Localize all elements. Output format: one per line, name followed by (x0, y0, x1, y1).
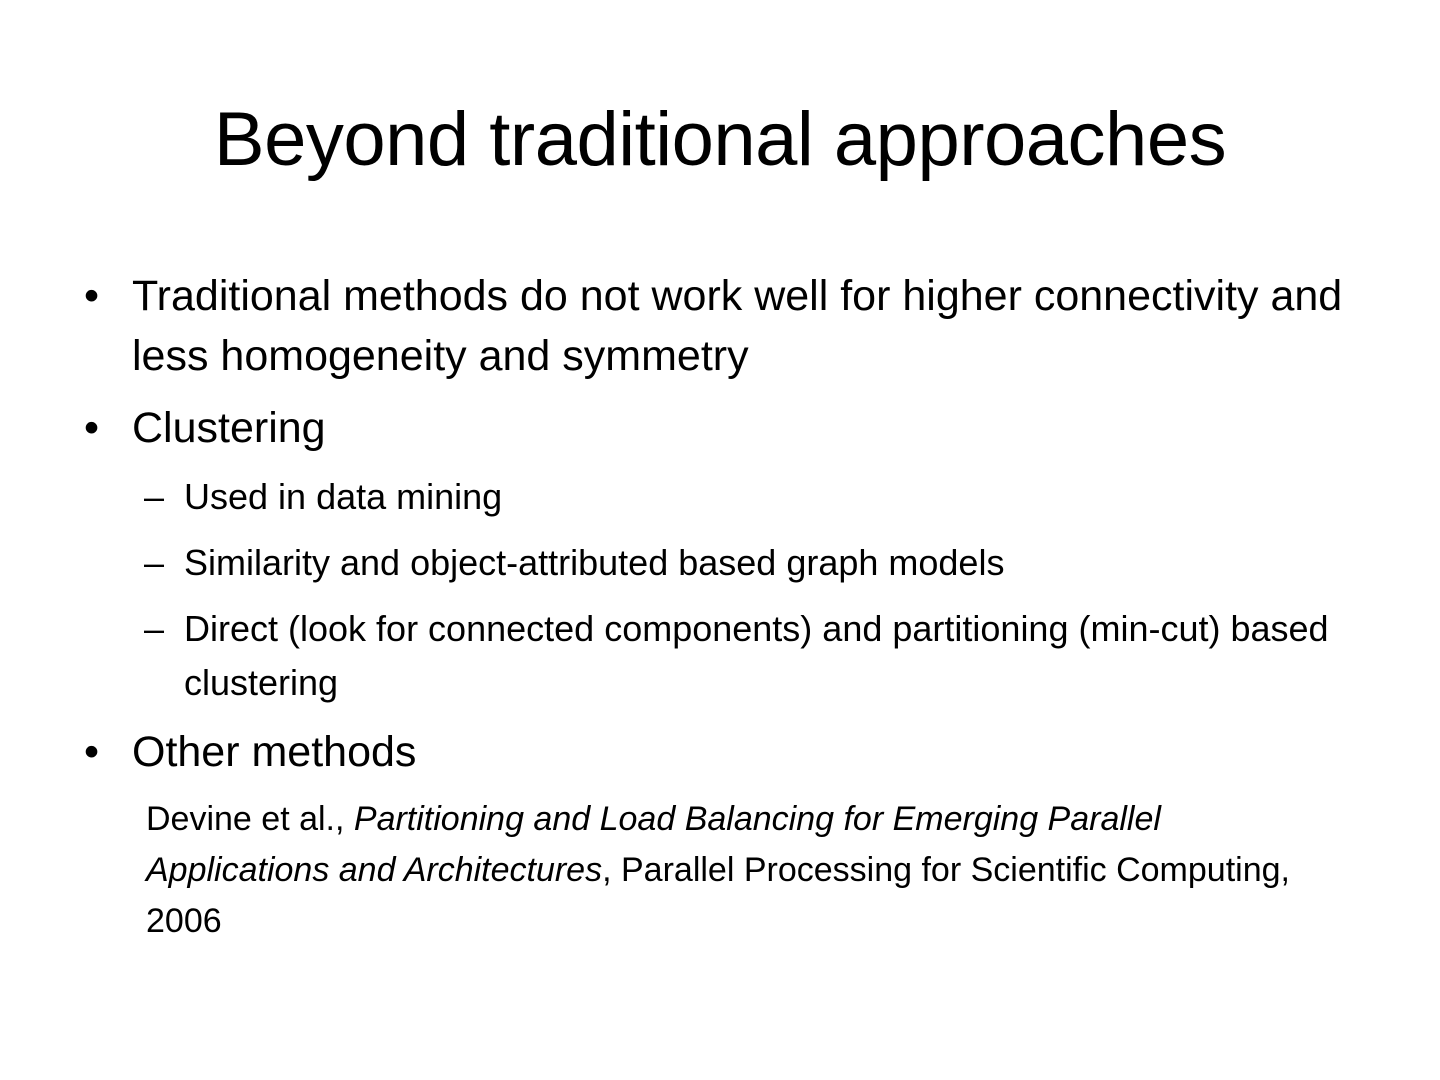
dash-marker: – (144, 542, 165, 583)
sub-bullet-text: Used in data mining (184, 476, 503, 517)
bullet-marker: • (84, 728, 100, 776)
dash-marker: – (144, 608, 165, 649)
bullet-marker: • (84, 272, 100, 320)
slide-content (84, 266, 1374, 947)
bullet-item (84, 722, 1374, 782)
slide-title: Beyond traditional approaches (213, 97, 1227, 182)
sub-bullet-text: Similarity and object-attributed based graph models (184, 542, 1005, 583)
dash-marker: – (144, 476, 165, 517)
bullet-marker: • (84, 404, 100, 452)
sub-bullet-item (144, 470, 1374, 524)
reference-title: Partitioning and Load Balancing for Emerging Parallel Applications and Architectures (146, 800, 1161, 889)
sub-bullet-text: Direct (look for connected components) and partitioning (min-cut) based clustering (184, 608, 1329, 703)
bullet-text: Clustering (132, 404, 326, 452)
reference-venue: , Parallel Processing for Scientific Computing, 2006 (146, 851, 1290, 940)
bullet-text: Other methods (132, 728, 417, 776)
bullet-item (84, 398, 1374, 458)
bullet-item (84, 266, 1374, 386)
sub-bullet-item (144, 602, 1374, 710)
sub-bullet-item (144, 536, 1374, 590)
bullet-text: Traditional methods do not work well for higher connectivity and less homogeneity and symmetry (132, 272, 1343, 380)
reference-authors: Devine et al., (146, 800, 354, 838)
reference-citation (146, 794, 1346, 947)
